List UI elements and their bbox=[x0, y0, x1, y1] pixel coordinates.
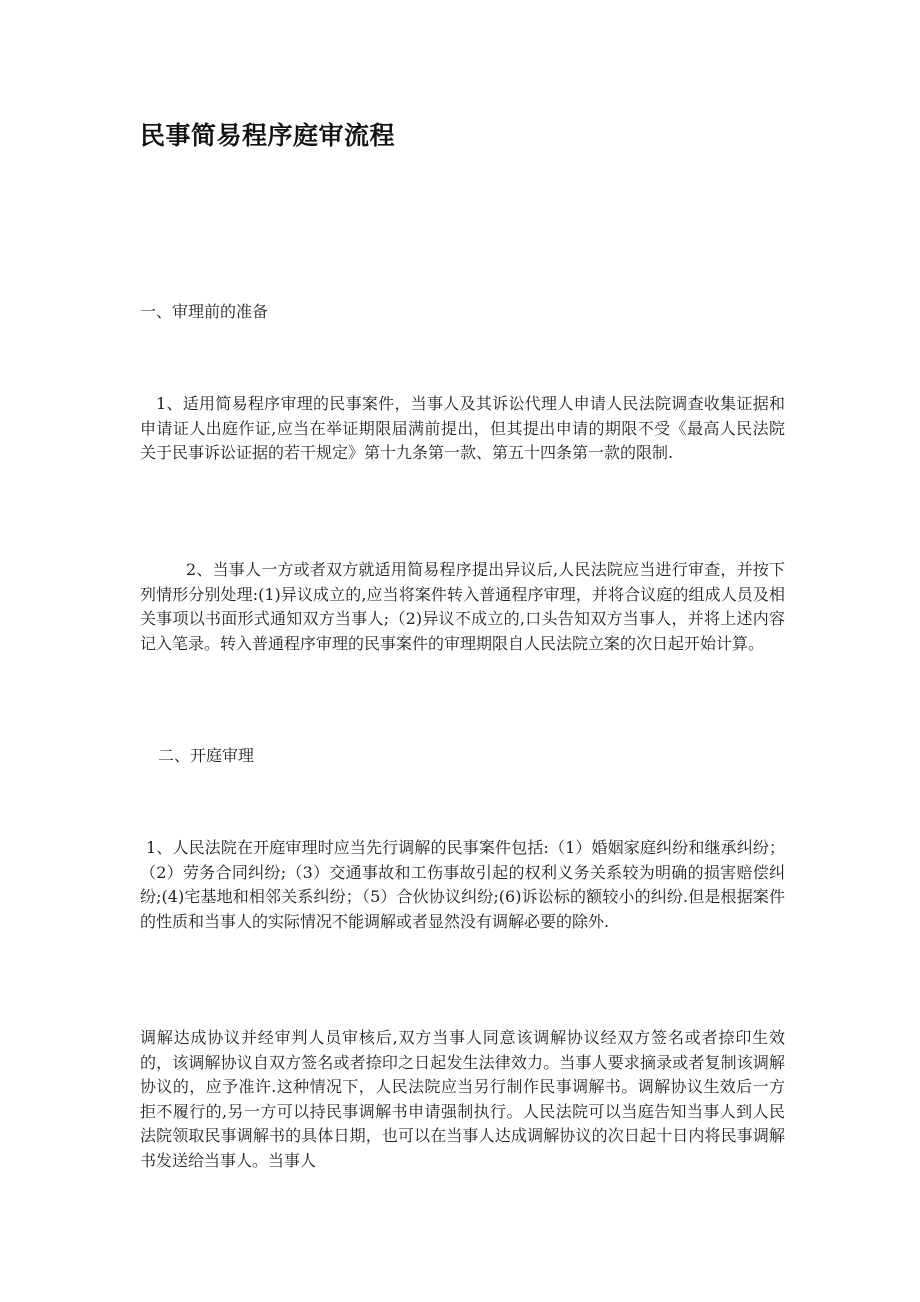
paragraph-mediation-cases: 1、人民法院在开庭审理时应当先行调解的民事案件包括:（1）婚姻家庭纠纷和继承纠纷；（2）劳务合同纠纷;（3）交通事故和工伤事故引起的权利义务关系较为明确的损害赔偿纠纷;(4)宅基地和相邻关系纠纷；（5）合伙协议纠纷;(6)诉讼标的额较小的纠纷.但是根据案件的性质和当事人的实际情况不能调解或者显然没有调解必要的除外. bbox=[140, 838, 785, 931]
paragraph-mediation-agreement: 调解达成协议并经审判人员审核后,双方当事人同意该调解协议经双方签名或者捺印生效的，该调解协议自双方签名或者捺印之日起发生法律效力。当事人要求摘录或者复制该调解协议的，应予准许.这种情况下，人民法院应当另行制作民事调解书。调解协议生效后一方拒不履行的,另一方可以持民事调解书申请强制执行。人民法院可以当庭告知当事人到人民法院领取民事调解书的具体日期，也可以在当事人达成调解协议的次日起十日内将民事调解书发送给当事人。当事人 bbox=[140, 1028, 785, 1170]
document-title: 民事简易程序庭审流程 bbox=[140, 121, 396, 150]
paragraph-evidence-request: 1、适用简易程序审理的民事案件，当事人及其诉讼代理人申请人民法院调查收集证据和申请证人出庭作证,应当在举证期限届满前提出，但其提出申请的期限不受《最高人民法院关于民事诉讼证据的若干规定》第十九条第一款、第五十四条第一款的限制. bbox=[140, 394, 785, 462]
section-heading-trial: 二、开庭审理 bbox=[158, 746, 255, 765]
paragraph-procedure-objection: 2、当事人一方或者双方就适用简易程序提出异议后,人民法院应当进行审查，并按下列情形分别处理:(1)异议成立的,应当将案件转入普通程序审理，并将合议庭的组成人员及相关事项以书面形式通知双方当事人;（2)异议不成立的,口头告知双方当事人，并将上述内容记入笔录。转入普通程序审理的民事案件的审理期限自人民法院立案的次日起开始计算。 bbox=[140, 560, 785, 653]
section-heading-preparation: 一、审理前的准备 bbox=[140, 302, 269, 321]
